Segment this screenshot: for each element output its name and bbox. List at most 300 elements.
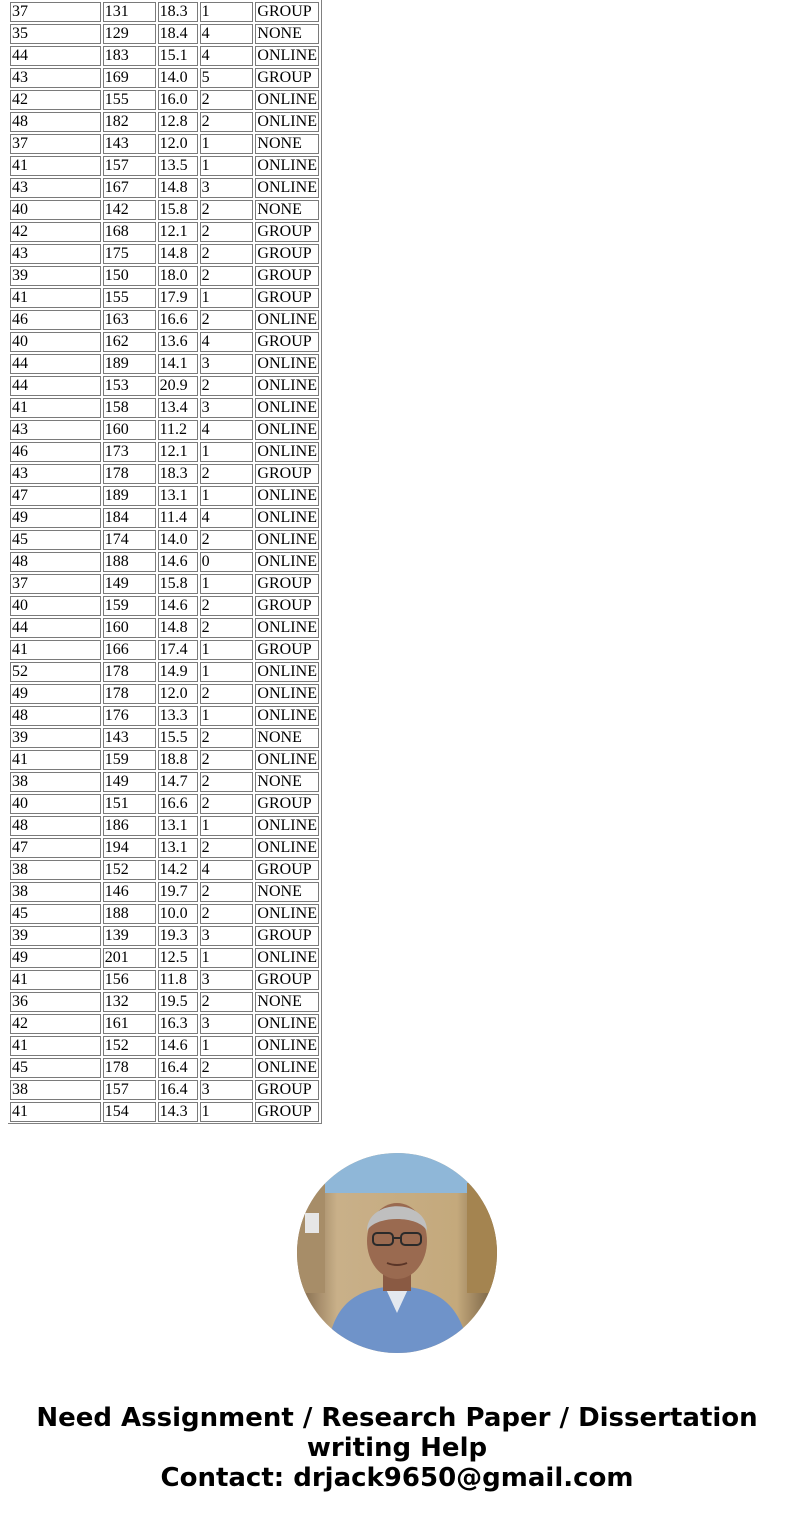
table-row <box>10 486 319 506</box>
data-table-body <box>10 2 319 1122</box>
table-row <box>10 574 319 594</box>
table-row <box>10 2 319 22</box>
table-cell: 14.6 <box>158 596 198 616</box>
table-cell: 14.9 <box>158 662 198 682</box>
table-cell: 12.0 <box>158 684 198 704</box>
table-cell: 39 <box>10 266 101 286</box>
table-cell: 157 <box>103 1080 156 1100</box>
table-cell: 2 <box>200 222 254 242</box>
table-cell: 183 <box>103 46 156 66</box>
table-cell: 175 <box>103 244 156 264</box>
table-cell: 44 <box>10 46 101 66</box>
table-row <box>10 1036 319 1056</box>
table-cell: 188 <box>103 552 156 572</box>
table-cell: 16.3 <box>158 1014 198 1034</box>
table-cell: 44 <box>10 618 101 638</box>
table-cell: 146 <box>103 882 156 902</box>
table-cell: 44 <box>10 376 101 396</box>
table-cell: 43 <box>10 464 101 484</box>
table-row <box>10 860 319 880</box>
table-cell: 159 <box>103 750 156 770</box>
table-cell: NONE <box>255 992 319 1012</box>
table-cell: 18.8 <box>158 750 198 770</box>
table-row <box>10 816 319 836</box>
table-cell: 49 <box>10 948 101 968</box>
table-cell: 35 <box>10 24 101 44</box>
table-cell: ONLINE <box>255 662 319 682</box>
table-cell: 143 <box>103 134 156 154</box>
table-cell: 45 <box>10 904 101 924</box>
table-cell: ONLINE <box>255 310 319 330</box>
table-cell: 48 <box>10 112 101 132</box>
table-cell: 13.4 <box>158 398 198 418</box>
table-cell: 39 <box>10 728 101 748</box>
table-row <box>10 68 319 88</box>
table-cell: 178 <box>103 1058 156 1078</box>
table-cell: 39 <box>10 926 101 946</box>
table-cell: 2 <box>200 772 254 792</box>
table-cell: 18.3 <box>158 464 198 484</box>
table-cell: GROUP <box>255 640 319 660</box>
table-row <box>10 1102 319 1122</box>
table-cell: GROUP <box>255 596 319 616</box>
table-cell: 131 <box>103 2 156 22</box>
table-cell: 40 <box>10 332 101 352</box>
table-cell: 1 <box>200 574 254 594</box>
table-cell: 47 <box>10 838 101 858</box>
table-cell: 4 <box>200 332 254 352</box>
table-cell: GROUP <box>255 266 319 286</box>
table-row <box>10 684 319 704</box>
table-cell: 163 <box>103 310 156 330</box>
table-cell: 41 <box>10 750 101 770</box>
table-cell: 3 <box>200 354 254 374</box>
table-cell: ONLINE <box>255 112 319 132</box>
table-cell: 15.8 <box>158 200 198 220</box>
table-cell: 44 <box>10 354 101 374</box>
table-cell: GROUP <box>255 464 319 484</box>
table-cell: 14.7 <box>158 772 198 792</box>
table-cell: 1 <box>200 442 254 462</box>
table-row <box>10 618 319 638</box>
table-cell: 14.3 <box>158 1102 198 1122</box>
table-row <box>10 728 319 748</box>
table-cell: 188 <box>103 904 156 924</box>
table-cell: ONLINE <box>255 618 319 638</box>
contact-banner-line-3: Contact: drjack9650@gmail.com <box>160 1463 634 1493</box>
table-row <box>10 222 319 242</box>
table-cell: 4 <box>200 508 254 528</box>
table-cell: 2 <box>200 728 254 748</box>
table-cell: 4 <box>200 24 254 44</box>
table-cell: 186 <box>103 816 156 836</box>
table-cell: GROUP <box>255 1080 319 1100</box>
table-cell: 161 <box>103 1014 156 1034</box>
table-cell: 38 <box>10 772 101 792</box>
table-cell: ONLINE <box>255 156 319 176</box>
table-cell: 52 <box>10 662 101 682</box>
contact-banner-line-1: Need Assignment / Research Paper / Dissertation <box>36 1403 758 1433</box>
table-cell: 178 <box>103 662 156 682</box>
table-cell: ONLINE <box>255 486 319 506</box>
table-cell: 40 <box>10 596 101 616</box>
table-cell: 18.4 <box>158 24 198 44</box>
table-cell: 2 <box>200 266 254 286</box>
table-cell: 14.8 <box>158 178 198 198</box>
table-cell: 169 <box>103 68 156 88</box>
table-cell: ONLINE <box>255 838 319 858</box>
table-cell: 2 <box>200 838 254 858</box>
table-cell: 14.6 <box>158 552 198 572</box>
table-cell: GROUP <box>255 68 319 88</box>
table-row <box>10 948 319 968</box>
table-cell: 157 <box>103 156 156 176</box>
table-cell: 0 <box>200 552 254 572</box>
table-row <box>10 1014 319 1034</box>
table-row <box>10 750 319 770</box>
table-row <box>10 662 319 682</box>
table-cell: 160 <box>103 420 156 440</box>
table-cell: 43 <box>10 68 101 88</box>
table-row <box>10 310 319 330</box>
table-cell: 49 <box>10 508 101 528</box>
table-cell: 48 <box>10 552 101 572</box>
table-cell: 1 <box>200 662 254 682</box>
table-cell: 15.5 <box>158 728 198 748</box>
table-cell: GROUP <box>255 860 319 880</box>
table-cell: 13.1 <box>158 816 198 836</box>
table-row <box>10 706 319 726</box>
table-cell: 2 <box>200 904 254 924</box>
table-cell: 10.0 <box>158 904 198 924</box>
table-cell: 2 <box>200 376 254 396</box>
table-cell: GROUP <box>255 794 319 814</box>
table-row <box>10 904 319 924</box>
table-cell: 162 <box>103 332 156 352</box>
table-cell: 16.4 <box>158 1080 198 1100</box>
table-cell: 167 <box>103 178 156 198</box>
table-cell: 2 <box>200 530 254 550</box>
table-cell: 189 <box>103 486 156 506</box>
table-cell: 41 <box>10 156 101 176</box>
table-cell: 2 <box>200 90 254 110</box>
table-cell: ONLINE <box>255 948 319 968</box>
table-row <box>10 46 319 66</box>
table-cell: 41 <box>10 398 101 418</box>
table-cell: 45 <box>10 1058 101 1078</box>
table-row <box>10 926 319 946</box>
table-cell: ONLINE <box>255 354 319 374</box>
table-cell: 152 <box>103 860 156 880</box>
table-cell: 13.6 <box>158 332 198 352</box>
table-cell: 48 <box>10 706 101 726</box>
table-cell: 40 <box>10 200 101 220</box>
table-cell: 158 <box>103 398 156 418</box>
table-cell: ONLINE <box>255 684 319 704</box>
table-cell: 19.5 <box>158 992 198 1012</box>
table-cell: 12.0 <box>158 134 198 154</box>
table-cell: 5 <box>200 68 254 88</box>
table-cell: 1 <box>200 948 254 968</box>
table-cell: 49 <box>10 684 101 704</box>
table-cell: 4 <box>200 46 254 66</box>
table-cell: 43 <box>10 178 101 198</box>
table-cell: 37 <box>10 134 101 154</box>
table-row <box>10 288 319 308</box>
table-cell: 46 <box>10 442 101 462</box>
table-cell: GROUP <box>255 288 319 308</box>
table-cell: 43 <box>10 244 101 264</box>
table-cell: ONLINE <box>255 442 319 462</box>
table-cell: NONE <box>255 24 319 44</box>
table-cell: ONLINE <box>255 178 319 198</box>
table-cell: 3 <box>200 1014 254 1034</box>
table-row <box>10 200 319 220</box>
table-cell: NONE <box>255 772 319 792</box>
table-cell: GROUP <box>255 926 319 946</box>
table-cell: 37 <box>10 574 101 594</box>
table-cell: ONLINE <box>255 46 319 66</box>
data-table <box>8 0 321 1124</box>
table-cell: 14.0 <box>158 530 198 550</box>
table-cell: 16.4 <box>158 1058 198 1078</box>
table-cell: 2 <box>200 596 254 616</box>
table-row <box>10 970 319 990</box>
table-cell: 176 <box>103 706 156 726</box>
table-cell: 14.1 <box>158 354 198 374</box>
table-cell: 47 <box>10 486 101 506</box>
table-cell: 45 <box>10 530 101 550</box>
table-cell: 1 <box>200 816 254 836</box>
table-cell: 40 <box>10 794 101 814</box>
table-cell: NONE <box>255 882 319 902</box>
table-cell: 12.1 <box>158 222 198 242</box>
table-cell: ONLINE <box>255 816 319 836</box>
table-cell: ONLINE <box>255 750 319 770</box>
table-cell: 17.4 <box>158 640 198 660</box>
table-cell: 37 <box>10 2 101 22</box>
table-cell: 12.1 <box>158 442 198 462</box>
table-cell: 42 <box>10 90 101 110</box>
table-row <box>10 442 319 462</box>
table-cell: 42 <box>10 222 101 242</box>
table-cell: 15.1 <box>158 46 198 66</box>
table-cell: 38 <box>10 1080 101 1100</box>
table-cell: ONLINE <box>255 706 319 726</box>
table-cell: 4 <box>200 420 254 440</box>
table-cell: 151 <box>103 794 156 814</box>
table-cell: 143 <box>103 728 156 748</box>
table-row <box>10 90 319 110</box>
table-cell: 3 <box>200 970 254 990</box>
table-cell: 1 <box>200 2 254 22</box>
table-cell: 43 <box>10 420 101 440</box>
table-row <box>10 156 319 176</box>
table-cell: 178 <box>103 684 156 704</box>
table-row <box>10 112 319 132</box>
table-cell: ONLINE <box>255 376 319 396</box>
table-row <box>10 178 319 198</box>
table-cell: 1 <box>200 640 254 660</box>
table-cell: 42 <box>10 1014 101 1034</box>
table-cell: 194 <box>103 838 156 858</box>
table-cell: 4 <box>200 860 254 880</box>
table-cell: 48 <box>10 816 101 836</box>
table-cell: ONLINE <box>255 1058 319 1078</box>
table-row <box>10 992 319 1012</box>
table-cell: 155 <box>103 288 156 308</box>
table-cell: 129 <box>103 24 156 44</box>
table-cell: NONE <box>255 200 319 220</box>
table-cell: 18.3 <box>158 2 198 22</box>
table-row <box>10 530 319 550</box>
table-row <box>10 244 319 264</box>
table-row <box>10 1080 319 1100</box>
table-cell: NONE <box>255 134 319 154</box>
table-row <box>10 1058 319 1078</box>
table-cell: ONLINE <box>255 552 319 572</box>
table-cell: 19.7 <box>158 882 198 902</box>
author-avatar <box>297 1153 497 1353</box>
table-cell: 1 <box>200 1102 254 1122</box>
table-cell: GROUP <box>255 222 319 242</box>
table-cell: 11.4 <box>158 508 198 528</box>
data-table-container <box>8 0 322 1124</box>
table-cell: 15.8 <box>158 574 198 594</box>
table-row <box>10 134 319 154</box>
table-cell: 1 <box>200 156 254 176</box>
table-cell: ONLINE <box>255 420 319 440</box>
table-row <box>10 266 319 286</box>
table-cell: 182 <box>103 112 156 132</box>
table-cell: 174 <box>103 530 156 550</box>
table-row <box>10 376 319 396</box>
table-cell: 178 <box>103 464 156 484</box>
table-cell: 201 <box>103 948 156 968</box>
table-cell: 156 <box>103 970 156 990</box>
table-cell: 1 <box>200 288 254 308</box>
table-cell: 2 <box>200 882 254 902</box>
table-cell: ONLINE <box>255 90 319 110</box>
table-cell: 166 <box>103 640 156 660</box>
table-row <box>10 354 319 374</box>
table-cell: 16.6 <box>158 794 198 814</box>
table-cell: 168 <box>103 222 156 242</box>
table-cell: 19.3 <box>158 926 198 946</box>
table-cell: ONLINE <box>255 398 319 418</box>
table-cell: ONLINE <box>255 1014 319 1034</box>
table-cell: 154 <box>103 1102 156 1122</box>
table-cell: GROUP <box>255 244 319 264</box>
table-cell: 2 <box>200 750 254 770</box>
table-cell: 2 <box>200 310 254 330</box>
table-cell: 18.0 <box>158 266 198 286</box>
table-cell: 2 <box>200 464 254 484</box>
table-cell: 14.8 <box>158 244 198 264</box>
table-cell: 159 <box>103 596 156 616</box>
table-row <box>10 398 319 418</box>
table-cell: 2 <box>200 1058 254 1078</box>
table-cell: 173 <box>103 442 156 462</box>
table-cell: 14.2 <box>158 860 198 880</box>
table-cell: 2 <box>200 244 254 264</box>
table-cell: 189 <box>103 354 156 374</box>
table-cell: 139 <box>103 926 156 946</box>
table-cell: GROUP <box>255 574 319 594</box>
table-cell: 41 <box>10 288 101 308</box>
table-cell: 184 <box>103 508 156 528</box>
table-row <box>10 838 319 858</box>
table-cell: 36 <box>10 992 101 1012</box>
table-cell: ONLINE <box>255 530 319 550</box>
table-cell: 142 <box>103 200 156 220</box>
table-cell: 38 <box>10 882 101 902</box>
table-cell: 11.8 <box>158 970 198 990</box>
table-cell: 17.9 <box>158 288 198 308</box>
table-cell: 41 <box>10 1036 101 1056</box>
table-cell: 2 <box>200 112 254 132</box>
table-cell: 41 <box>10 970 101 990</box>
table-cell: 2 <box>200 200 254 220</box>
table-row <box>10 794 319 814</box>
table-cell: 2 <box>200 684 254 704</box>
table-cell: 3 <box>200 1080 254 1100</box>
table-cell: 1 <box>200 486 254 506</box>
table-cell: 41 <box>10 640 101 660</box>
contact-banner-line-2: writing Help <box>306 1433 488 1463</box>
table-cell: 149 <box>103 772 156 792</box>
table-cell: 132 <box>103 992 156 1012</box>
table-cell: 2 <box>200 618 254 638</box>
table-row <box>10 508 319 528</box>
table-cell: 152 <box>103 1036 156 1056</box>
table-cell: 16.0 <box>158 90 198 110</box>
table-cell: 3 <box>200 398 254 418</box>
table-row <box>10 772 319 792</box>
table-cell: GROUP <box>255 970 319 990</box>
table-row <box>10 420 319 440</box>
table-cell: 14.6 <box>158 1036 198 1056</box>
table-cell: 150 <box>103 266 156 286</box>
table-cell: 1 <box>200 706 254 726</box>
contact-banner <box>0 1403 794 1493</box>
table-cell: GROUP <box>255 1102 319 1122</box>
table-cell: 1 <box>200 1036 254 1056</box>
table-row <box>10 640 319 660</box>
table-cell: 155 <box>103 90 156 110</box>
table-cell: 41 <box>10 1102 101 1122</box>
table-cell: 46 <box>10 310 101 330</box>
table-cell: 13.1 <box>158 486 198 506</box>
table-cell: ONLINE <box>255 508 319 528</box>
table-cell: 3 <box>200 926 254 946</box>
table-row <box>10 464 319 484</box>
table-cell: ONLINE <box>255 904 319 924</box>
table-cell: 13.3 <box>158 706 198 726</box>
table-cell: 16.6 <box>158 310 198 330</box>
table-cell: 153 <box>103 376 156 396</box>
table-cell: 12.8 <box>158 112 198 132</box>
table-cell: 2 <box>200 992 254 1012</box>
author-photo-icon <box>297 1153 497 1353</box>
table-row <box>10 882 319 902</box>
table-cell: NONE <box>255 728 319 748</box>
table-cell: 3 <box>200 178 254 198</box>
table-cell: 13.5 <box>158 156 198 176</box>
table-cell: 20.9 <box>158 376 198 396</box>
table-cell: 14.8 <box>158 618 198 638</box>
table-cell: 14.0 <box>158 68 198 88</box>
